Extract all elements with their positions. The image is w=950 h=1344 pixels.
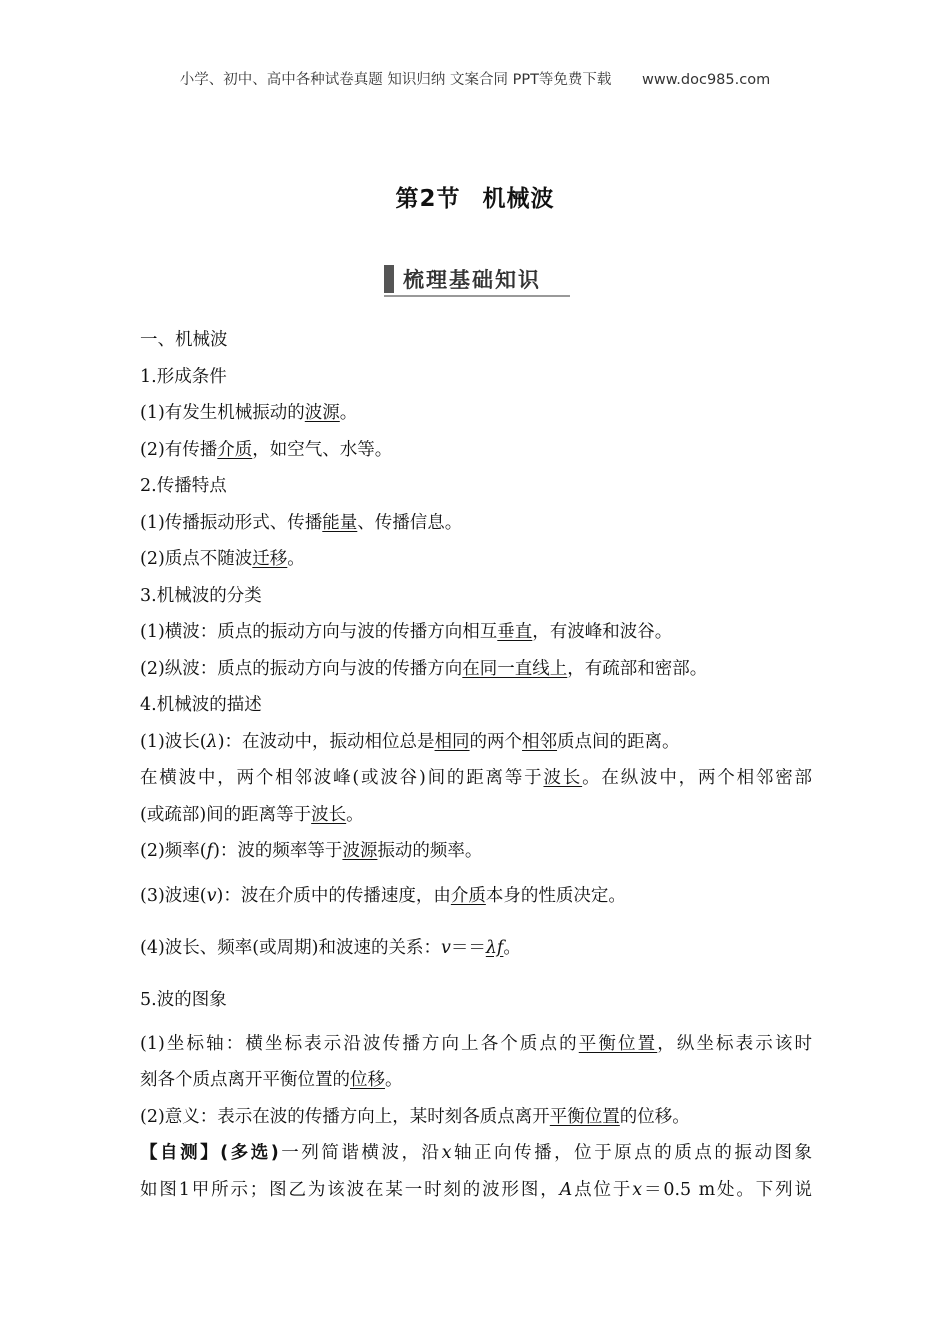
text-line: (1)波长(λ)：在波动中，振动相位总是相同的两个相邻质点间的距离。 <box>140 731 680 752</box>
subheading-formation: 1.形成条件 <box>140 366 227 387</box>
self-test-question: 【自测】(多选)一列简谐横波，沿x轴正向传播，位于原点的质点的振动图象 <box>140 1143 813 1163</box>
text-line: (4)波长、频率(或周期)和波速的关系：v＝＝λf。 <box>140 937 521 958</box>
text-line: (1)坐标轴：横坐标表示沿波传播方向上各个质点的平衡位置，纵坐标表示该时 <box>140 1033 813 1054</box>
text-line: (3)波速(v)：波在介质中的传播速度，由介质本身的性质决定。 <box>140 885 626 906</box>
text-line: (2)意义：表示在波的传播方向上，某时刻各质点离开平衡位置的位移。 <box>140 1106 690 1127</box>
text-line: (或疏部)间的距离等于波长。 <box>140 804 364 825</box>
subheading-wave-graph: 5.波的图象 <box>140 989 227 1010</box>
title-section-number: 第2节 <box>395 186 461 212</box>
page-title <box>0 180 950 213</box>
text-line: (2)有传播介质，如空气、水等。 <box>140 439 393 460</box>
text-line: (1)传播振动形式、传播能量、传播信息。 <box>140 512 463 533</box>
subheading-description: 4.机械波的描述 <box>140 695 262 715</box>
text-line: (1)有发生机械振动的波源。 <box>140 403 358 423</box>
banner-underline <box>384 295 570 297</box>
title-topic: 机械波 <box>482 186 555 212</box>
document-body <box>140 322 812 1208</box>
text-line: (2)纵波：质点的振动方向与波的传播方向在同一直线上，有疏部和密部。 <box>140 658 708 679</box>
text-line: 刻各个质点离开平衡位置的位移。 <box>140 1070 403 1090</box>
subheading-propagation: 2.传播特点 <box>140 476 227 496</box>
text-line: 在横波中，两个相邻波峰(或波谷)间的距离等于波长。在纵波中，两个相邻密部 <box>140 768 813 788</box>
header-text: 小学、初中、高中各种试卷真题 知识归纳 文案合同 PPT等免费下载 <box>179 72 612 88</box>
text-line: 如图1甲所示；图乙为该波在某一时刻的波形图，A点位于x＝0.5 m处。下列说 <box>140 1179 812 1200</box>
text-line: (2)质点不随波迁移。 <box>140 549 305 569</box>
page-header <box>0 68 950 89</box>
section-banner <box>381 262 571 298</box>
text-line: (2)频率(f)：波的频率等于波源振动的频率。 <box>140 841 483 861</box>
banner-bar-icon <box>384 265 394 293</box>
subheading-classification: 3.机械波的分类 <box>140 585 262 606</box>
header-site-link[interactable]: www.doc985.com <box>642 72 771 88</box>
heading-mechanical-wave: 一、机械波 <box>140 330 228 350</box>
banner-text: 梳理基础知识 <box>403 268 541 292</box>
text-line: (1)横波：质点的振动方向与波的传播方向相互垂直，有波峰和波谷。 <box>140 622 673 642</box>
